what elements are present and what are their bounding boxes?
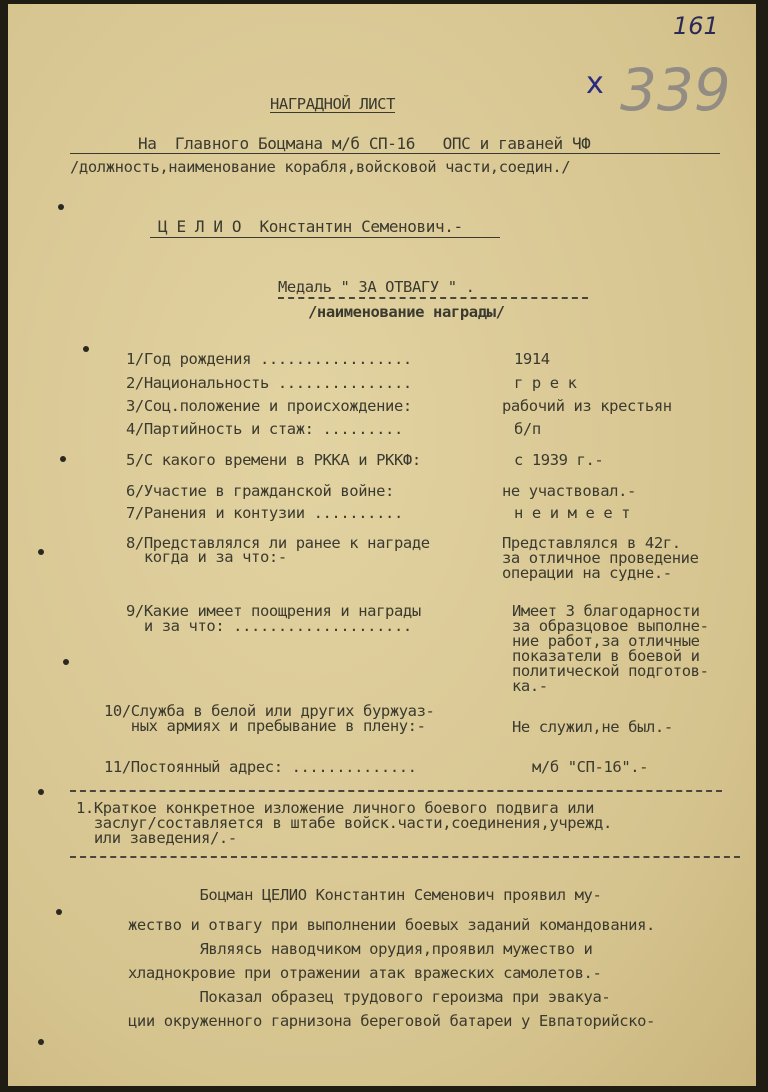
- number-annotation: 339: [620, 56, 731, 124]
- item-label: 11/Постоянный адрес: ..............: [104, 758, 417, 776]
- mark-annotation: x: [586, 66, 604, 101]
- item-value: с 1939 г.-: [514, 451, 604, 469]
- item-value: Представлялся в 42г. за отличное проведение операции на судне.-: [502, 534, 699, 582]
- item-label: 2/Национальность ...............: [126, 374, 412, 392]
- item-value: не участвовал.-: [502, 482, 636, 500]
- item-value: н е и м е е т: [514, 504, 631, 522]
- narrative-line: Являясь наводчиком орудия,проявил мужество и: [128, 940, 593, 958]
- person-name: Ц Е Л И О Константин Семенович.-: [158, 217, 463, 236]
- item-value: Не служил,не был.-: [512, 718, 673, 736]
- item-value: м/б "СП-16".-: [532, 758, 649, 776]
- page-number-annotation: 161: [673, 12, 719, 40]
- narrative-line: Показал образец трудового героизма при эвакуа-: [128, 988, 611, 1006]
- award-caption: /наименование награды/: [308, 303, 505, 321]
- item-label: 9/Какие имеет поощрения и награды и за что: ....................: [126, 602, 421, 635]
- position-line: На Главного Боцмана м/б СП-16 ОПС и гаваней ЧФ: [138, 134, 591, 153]
- narrative-line: жество и отвагу при выполнении боевых заданий командования.: [128, 916, 655, 934]
- narrative-line: ции окруженного гарнизона береговой батареи у Евпаторийско-: [128, 1012, 655, 1030]
- award-name: Медаль " ЗА ОТВАГУ " .: [278, 278, 475, 296]
- section-header: 1.Краткое конкретное изложение личного боевого подвига или заслуг/составляется в штабе войск.части,соединения,учрежд. или заведения/.-: [76, 799, 612, 847]
- item-label: 4/Партийность и стаж: .........: [126, 420, 403, 438]
- item-label: 8/Представлялся ли ранее к награде когда и за что:-: [126, 534, 430, 566]
- item-value: 1914: [514, 350, 550, 368]
- item-value: г р е к: [514, 374, 577, 392]
- narrative-line: Боцман ЦЕЛИО Константин Семенович проявил му-: [128, 886, 602, 904]
- item-label: 5/С какого времени в РККА и РККФ:: [126, 451, 421, 469]
- item-label: 7/Ранения и контузии ..........: [126, 504, 403, 522]
- narrative-line: хладнокровие при отражении атак вражеских самолетов.-: [128, 964, 602, 982]
- document-title: НАГРАДНОЙ ЛИСТ: [270, 95, 396, 113]
- item-label: 10/Служба в белой или других буржуаз- ных армиях и пребывание в плену:-: [104, 702, 435, 735]
- item-value: Имеет 3 благодарности за образцовое выполне- ние работ,за отличные показатели в боевой и политической подготов- ка.-: [512, 602, 709, 695]
- item-label: 3/Соц.положение и происхождение:: [126, 397, 412, 415]
- award-sheet-page: [8, 4, 756, 1086]
- item-value: рабочий из крестьян: [502, 397, 672, 415]
- item-label: 1/Год рождения .................: [126, 350, 412, 368]
- position-caption: /должность,наименование корабля,войсковой части,соедин./: [70, 158, 571, 176]
- item-label: 6/Участие в гражданской войне:: [126, 482, 394, 500]
- item-value: б/п: [514, 420, 541, 438]
